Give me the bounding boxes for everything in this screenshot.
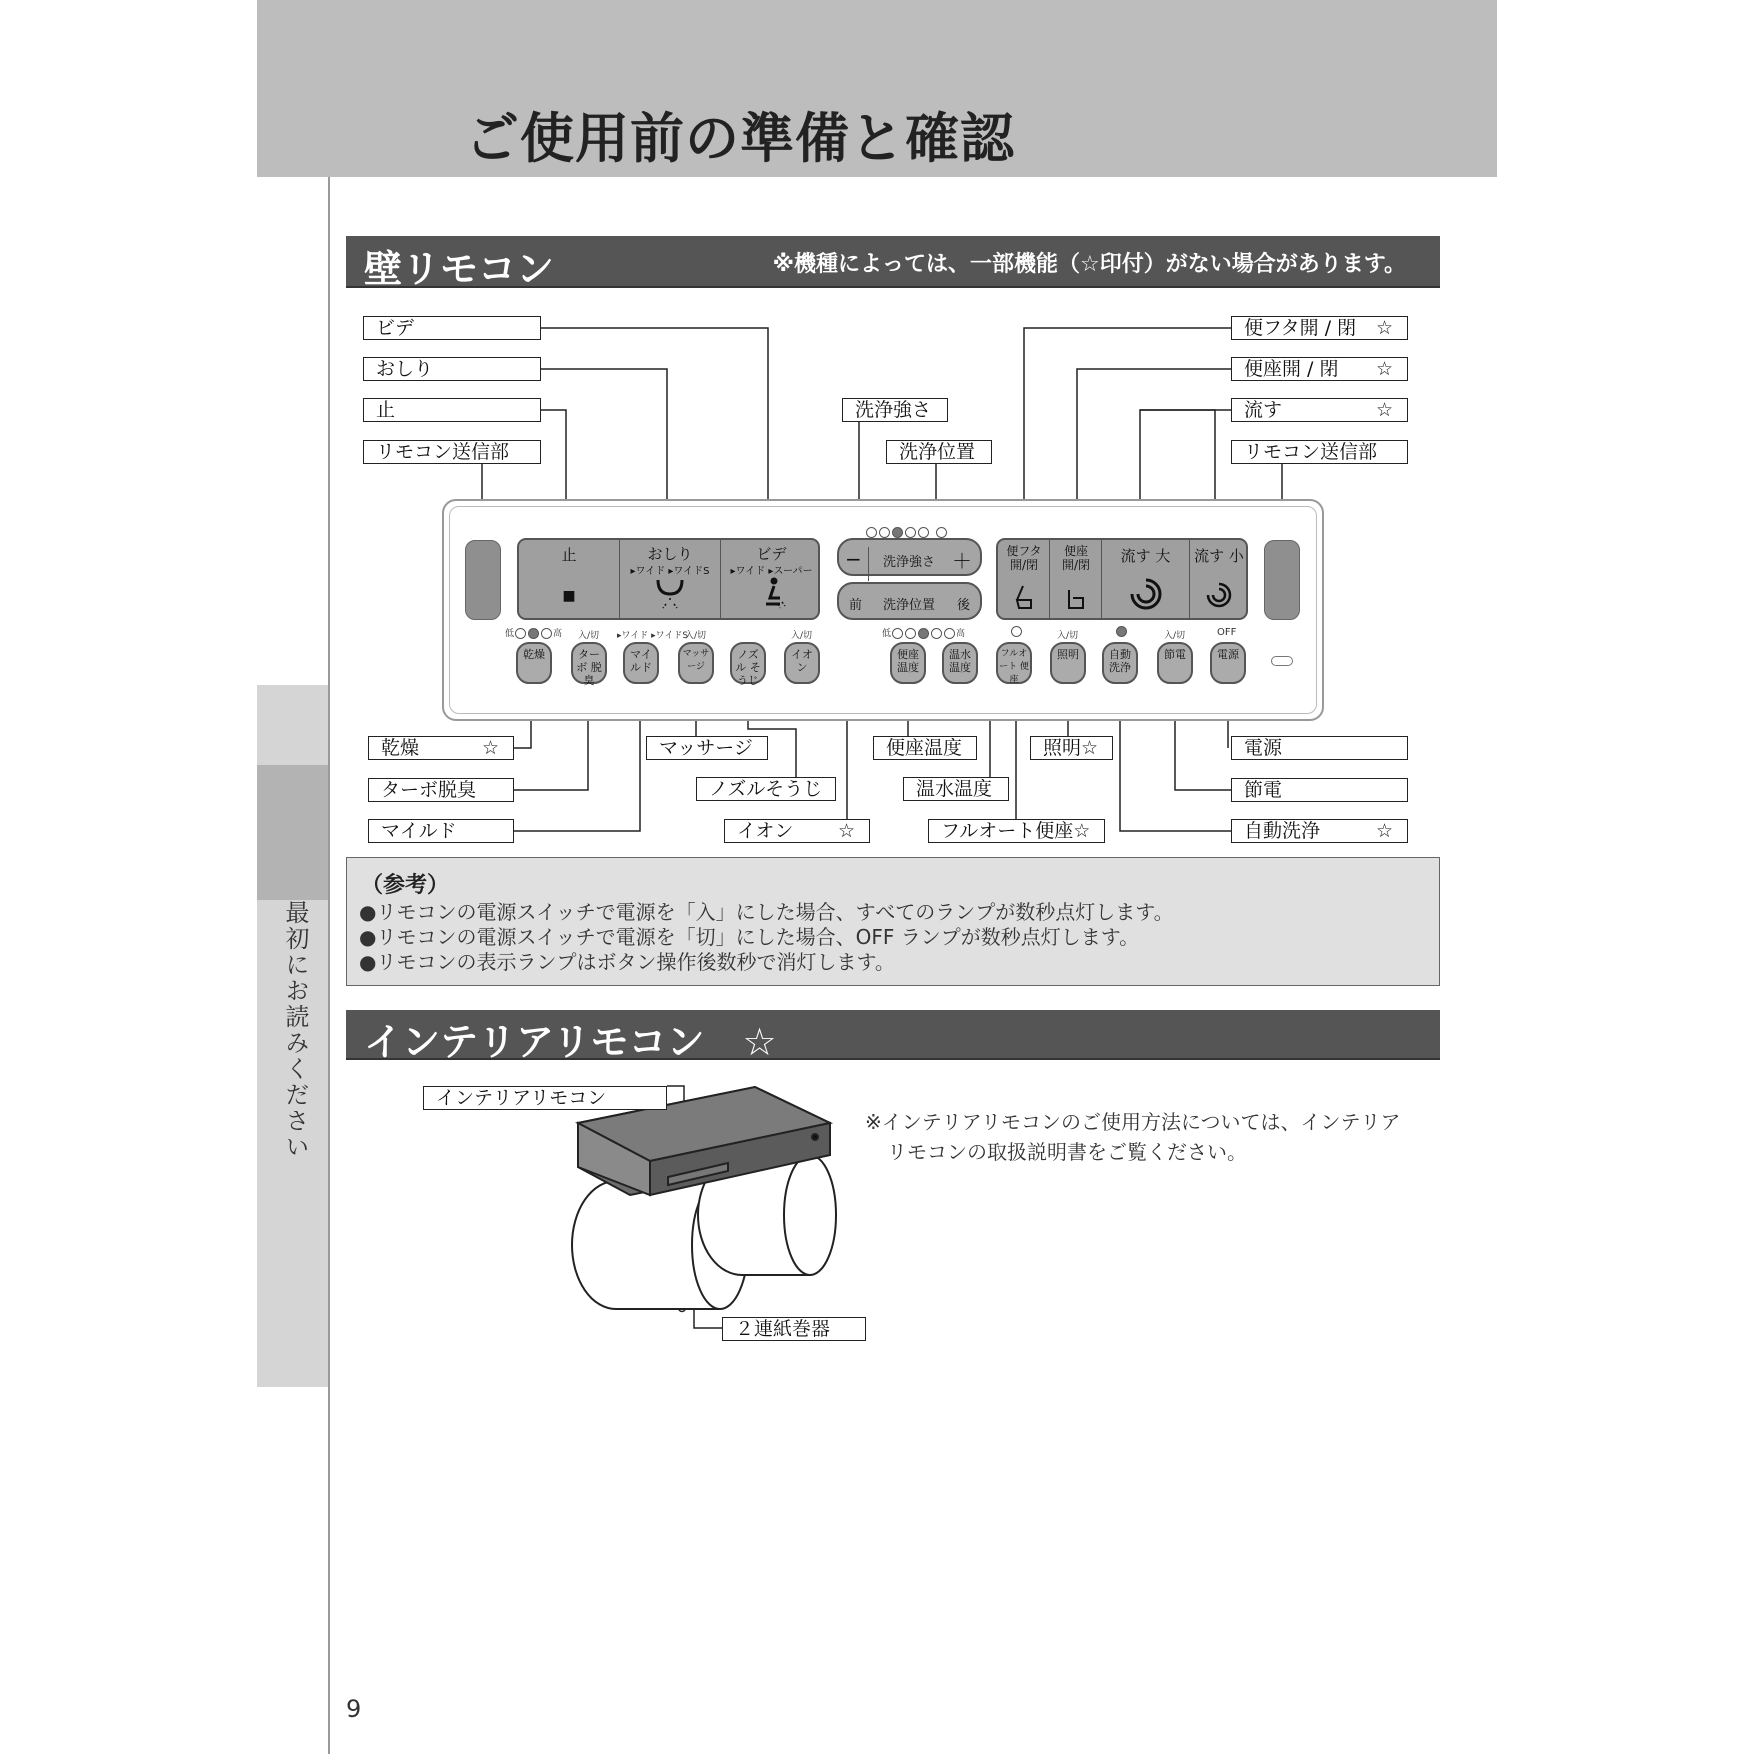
star-mark: ☆ xyxy=(1375,820,1393,842)
temp-level-indicator: 低 高 xyxy=(882,629,966,639)
lid-button[interactable] xyxy=(998,540,1050,618)
label-mild: マイルド xyxy=(368,819,514,843)
label-dry-text: 乾燥 xyxy=(381,737,420,759)
water-temp-button[interactable]: 温水 温度 xyxy=(942,642,978,684)
stop-icon: ■ xyxy=(562,588,576,604)
section-note: ※機種によっては、一部機能（☆印付）がない場合があります。 xyxy=(772,252,1406,277)
wash-button-panel xyxy=(517,538,820,620)
flush-small-icon xyxy=(1190,578,1248,616)
star-mark: ☆ xyxy=(481,737,499,759)
turbo-button[interactable]: ターボ 脱臭 xyxy=(571,642,607,684)
seat-button[interactable] xyxy=(1050,540,1102,618)
interior-remote-illustration xyxy=(560,1075,840,1345)
label-lid-text: 便フタ開 / 閉 xyxy=(1244,317,1357,339)
bidet-button[interactable] xyxy=(721,540,822,618)
label-seat-temp: 便座温度 xyxy=(873,736,977,760)
remote-sender-right xyxy=(1264,540,1300,620)
flush-small-button[interactable] xyxy=(1190,540,1248,618)
section-title: インテリアリモコン ☆ xyxy=(364,1020,777,1064)
strength-label: 洗浄強さ xyxy=(883,555,936,570)
seat-label: 便座 開/閉 xyxy=(1061,544,1091,572)
flush-big-button[interactable] xyxy=(1102,540,1190,618)
lid-flush-panel xyxy=(996,538,1248,620)
label-sender-right: リモコン送信部 xyxy=(1231,440,1408,464)
side-tab-label: 最初にお読みください xyxy=(281,900,309,1160)
ion-button[interactable]: イオン xyxy=(784,642,820,684)
label-water-temp: 温水温度 xyxy=(903,777,1009,801)
remote-sender-left xyxy=(465,540,501,620)
strength-control xyxy=(837,538,982,576)
label-light: 照明☆ xyxy=(1030,736,1113,760)
interior-note-line1: ※インテリアリモコンのご使用方法については、インテリア xyxy=(865,1110,1401,1134)
full-auto-seat-button[interactable]: フルオート 便座 xyxy=(996,642,1032,684)
label-ion-text: イオン xyxy=(737,820,794,842)
label-auto-wash-text: 自動洗浄 xyxy=(1244,820,1321,842)
reference-line: ●リモコンの表示ランプはボタン操作後数秒で消灯します。 xyxy=(359,950,895,974)
label-massage: マッサージ xyxy=(646,736,768,760)
auto-wash-indicator xyxy=(1115,626,1128,637)
flush-small-label: 流す 小 xyxy=(1194,547,1244,565)
label-seat xyxy=(1231,357,1408,381)
flush-big-icon xyxy=(1102,574,1189,618)
eco-button[interactable]: 節電 xyxy=(1157,642,1193,684)
label-strength: 洗浄強さ xyxy=(842,398,948,422)
lid-label: 便フタ 開/閉 xyxy=(1006,544,1042,572)
stop-button[interactable] xyxy=(519,540,620,618)
label-nozzle: ノズルそうじ xyxy=(696,777,836,801)
label-bidet: ビデ xyxy=(363,316,541,340)
stop-label: 止 xyxy=(561,546,577,564)
label-flush xyxy=(1231,398,1408,422)
full-auto-indicator xyxy=(1010,626,1023,637)
label-flush-text: 流す xyxy=(1244,399,1283,421)
turbo-onoff-indicator: 入/切 xyxy=(578,631,600,641)
light-onoff-indicator: 入/切 xyxy=(1057,631,1079,641)
label-paper-holder: ２連紙巻器 xyxy=(722,1317,866,1341)
interior-note-line2: リモコンの取扱説明書をご覧ください。 xyxy=(887,1140,1247,1164)
battery-icon xyxy=(1271,656,1293,666)
star-mark: ☆ xyxy=(1375,317,1393,339)
seat-icon xyxy=(1050,582,1101,616)
mild-button[interactable]: マイルド xyxy=(623,642,659,684)
light-button[interactable]: 照明 xyxy=(1050,642,1086,684)
label-ion xyxy=(724,819,870,843)
flush-big-label: 流す 大 xyxy=(1120,547,1171,565)
page-title: ご使用前の準備と確認 xyxy=(465,107,1015,170)
label-auto-wash xyxy=(1231,819,1408,843)
position-control xyxy=(837,582,982,620)
star-mark: ☆ xyxy=(837,820,855,842)
oshiri-button[interactable] xyxy=(620,540,721,618)
bidet-icon xyxy=(721,576,822,616)
dry-level-indicator: 低 高 xyxy=(505,629,563,639)
label-sender-left: リモコン送信部 xyxy=(363,440,541,464)
label-oshiri: おしり xyxy=(363,357,541,381)
position-label: 洗浄位置 xyxy=(883,598,936,613)
label-stop: 止 xyxy=(363,398,541,422)
seat-temp-button[interactable]: 便座 温度 xyxy=(890,642,926,684)
lid-icon xyxy=(998,582,1049,616)
strength-minus-button[interactable]: − xyxy=(845,547,869,581)
reference-heading: （参考） xyxy=(361,873,450,898)
label-power: 電源 xyxy=(1231,736,1408,760)
oshiri-label: おしり xyxy=(647,545,693,563)
dry-button[interactable]: 乾燥 xyxy=(516,642,552,684)
label-interior-remote: インテリアリモコン xyxy=(423,1086,667,1110)
interior-note xyxy=(865,1107,1401,1167)
section-header-interior-remote xyxy=(346,1010,1440,1064)
oshiri-sub: ▸ワイド ▸ワイドS xyxy=(630,566,710,577)
position-front-button[interactable]: 前 xyxy=(849,598,863,613)
page-number: 9 xyxy=(346,1695,362,1723)
label-seat-text: 便座開 / 閉 xyxy=(1244,358,1339,380)
reference-box xyxy=(346,857,1440,986)
label-full-auto: フルオート便座☆ xyxy=(928,819,1105,843)
label-turbo: ターボ脱臭 xyxy=(368,778,514,802)
label-eco: 節電 xyxy=(1231,778,1408,802)
reference-line: ●リモコンの電源スイッチで電源を「切」にした場合、OFF ランプが数秒点灯します。 xyxy=(359,925,1140,949)
auto-wash-button[interactable]: 自動 洗浄 xyxy=(1102,642,1138,684)
position-back-button[interactable]: 後 xyxy=(956,598,970,613)
bidet-sub: ▸ワイド ▸スーパー xyxy=(730,566,813,577)
ion-onoff-indicator: 入/切 xyxy=(791,631,813,641)
mild-wide-indicator: ▸ワイド ▸ワイドS xyxy=(617,631,689,641)
eco-onoff-indicator: 入/切 xyxy=(1164,631,1186,641)
power-button[interactable]: 電源 xyxy=(1210,642,1246,684)
star-mark: ☆ xyxy=(1375,399,1393,421)
section-title: 壁リモコン xyxy=(364,247,555,291)
oshiri-icon xyxy=(620,576,720,616)
massage-onoff-indicator: 入/切 xyxy=(685,631,707,641)
label-position: 洗浄位置 xyxy=(886,440,992,464)
nozzle-clean-button[interactable]: ノズル そうじ xyxy=(730,642,766,684)
reference-line: ●リモコンの電源スイッチで電源を「入」にした場合、すべてのランプが数秒点灯します。 xyxy=(359,900,1174,924)
label-lid xyxy=(1231,316,1408,340)
label-dry xyxy=(368,736,514,760)
off-indicator: OFF xyxy=(1217,627,1237,638)
massage-button[interactable]: マッサージ xyxy=(678,642,714,684)
strength-plus-button[interactable]: ＋ xyxy=(952,549,972,573)
bidet-label: ビデ xyxy=(756,545,787,563)
star-mark: ☆ xyxy=(1375,358,1393,380)
